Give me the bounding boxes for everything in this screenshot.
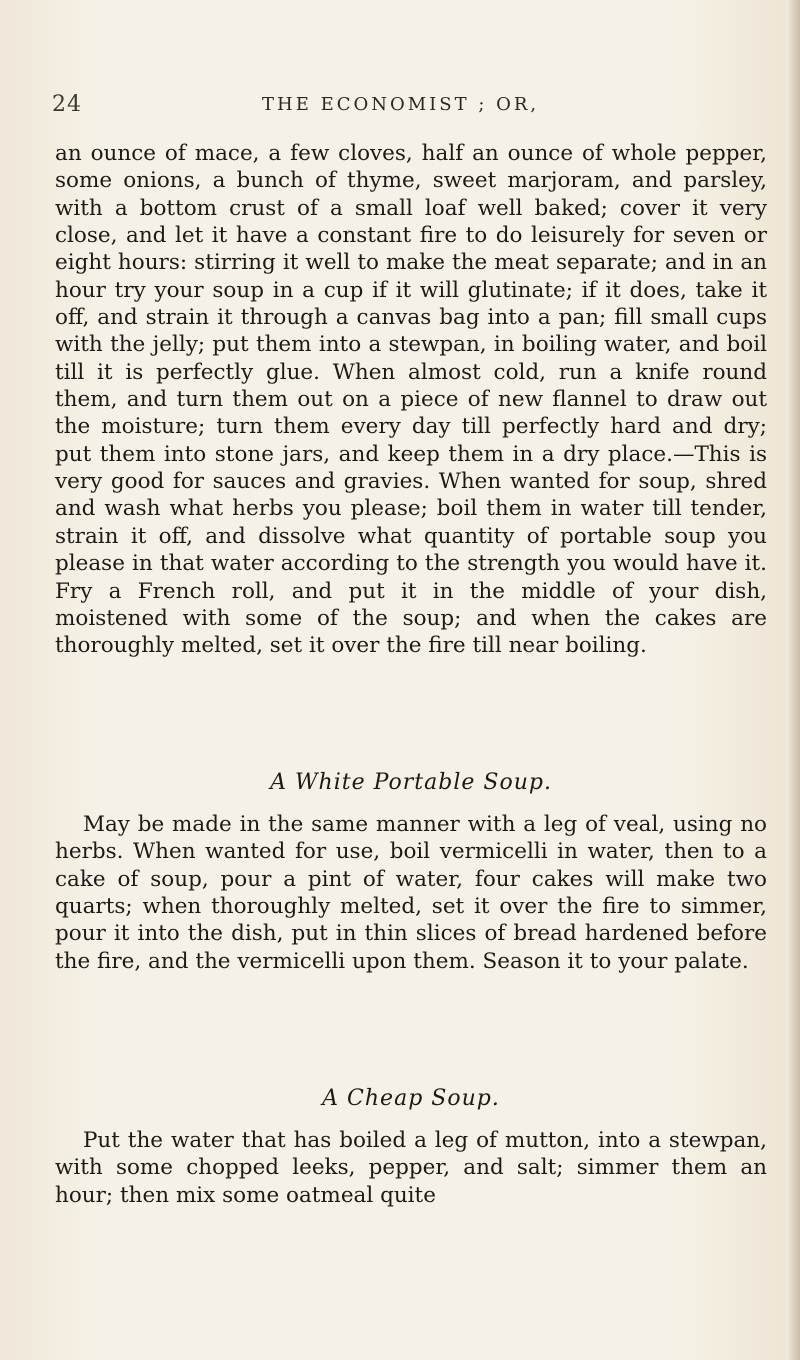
section-text-white-portable-soup: May be made in the same manner with a leg of veal, using no herbs. When wanted for use, boil vermicelli in water, then to a cake of soup, pour a pint of water, four cakes will make two quarts; when thoroughly melted, set it over the fire to simmer, pour it into the dish, put in thin slices of bread hardened before the fire, and the vermicelli upon them. Season it to your palate. xyxy=(55,812,767,974)
section-text-cheap-soup: Put the water that has boiled a leg of mutton, into a stewpan, with some chopped leeks, pepper, and salt; simmer them an hour; then mix some oatmeal quite xyxy=(55,1128,767,1208)
page-header xyxy=(52,92,772,122)
section-heading-white-portable-soup: A White Portable Soup. xyxy=(270,770,552,795)
page-edge-shadow xyxy=(786,0,800,1360)
section-heading-cheap-soup: A Cheap Soup. xyxy=(322,1086,500,1111)
running-title: THE ECONOMIST ; OR, xyxy=(262,94,540,115)
page-number: 24 xyxy=(52,92,82,117)
body-paragraph-continued: an ounce of mace, a few cloves, half an ounce of whole pepper, some onions, a bunch of thyme, sweet marjoram, and parsley, with a bottom crust of a small loaf well baked; cover it very close, and let it have a constant fire to do leisurely for seven or eight hours: stirring it well to make the meat separate; and in an hour try your soup in a cup if it will glutinate; if it does, take it off, and strain it through a canvas bag into a pan; fill small cups with the jelly; put them into a stewpan, in boiling water, and boil till it is perfectly glue. When almost cold, run a knife round them, and turn them out on a piece of new flannel to draw out the moisture; turn them every day till perfectly hard and dry; put them into stone jars, and keep them in a dry place.—This is very good for sauces and gravies. When wanted for soup, shred and wash what herbs you please; boil them in water till tender, strain it off, and dissolve what quantity of portable soup you please in that water according to the strength you would have it. Fry a French roll, and put it in the middle of your dish, moistened with some of the soup; and when the cakes are thoroughly melted, set it over the fire till near boiling. xyxy=(55,141,767,659)
